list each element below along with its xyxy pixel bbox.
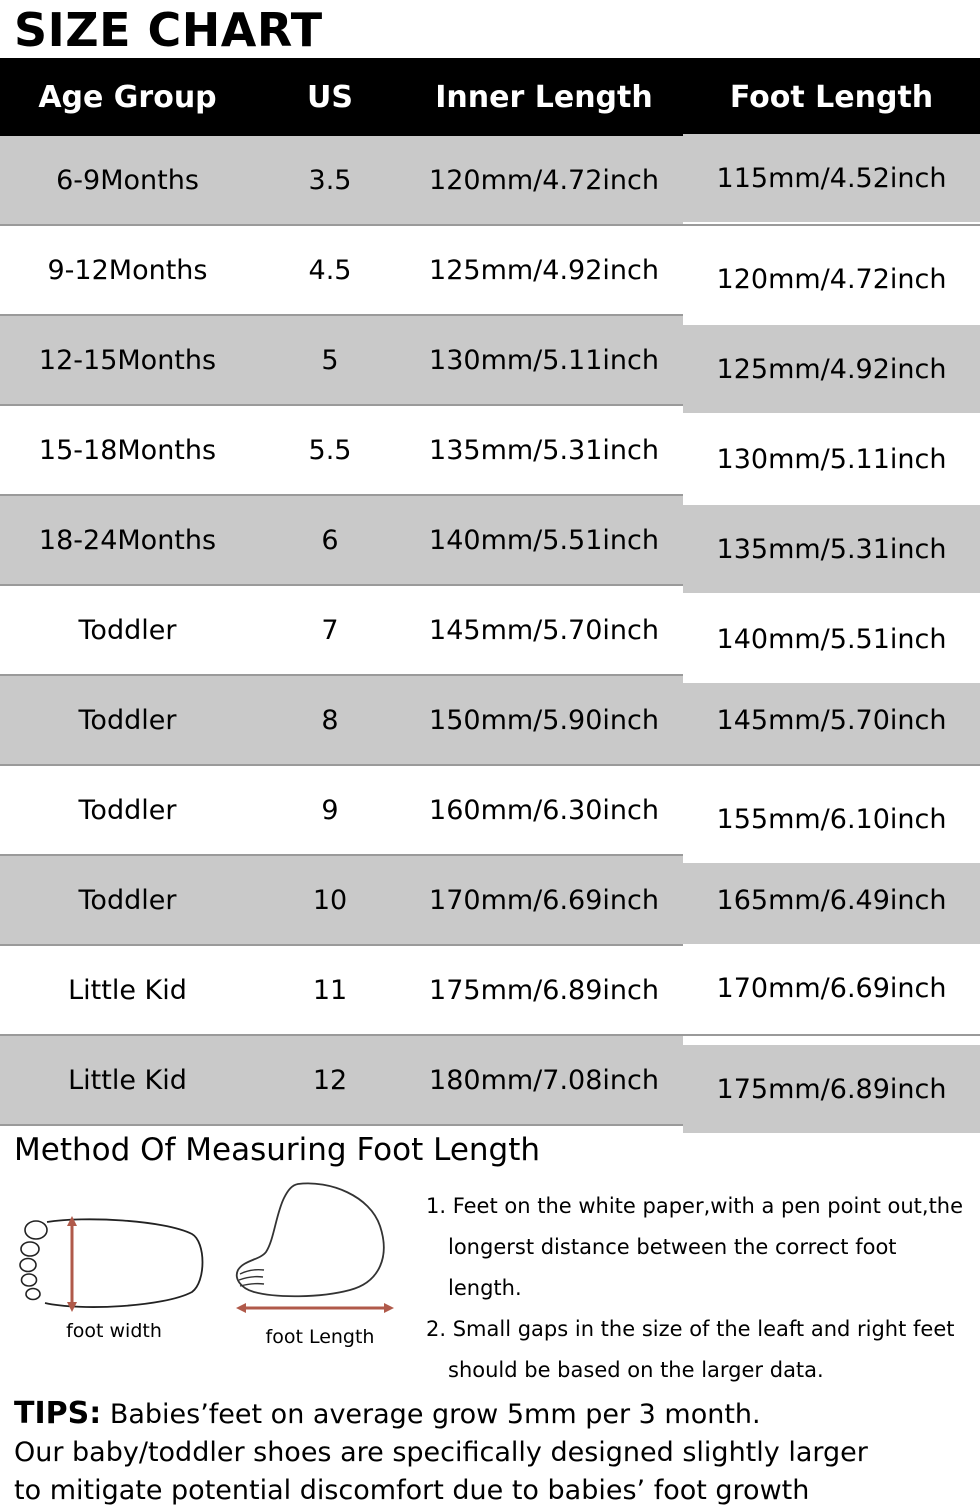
method-heading: Method Of Measuring Foot Length: [14, 1132, 541, 1169]
column-header-inner-length: Inner Length: [405, 58, 683, 136]
cell-age-group: 6-9Months: [0, 136, 255, 225]
cell-foot-length: 175mm/6.89inch: [683, 1044, 980, 1134]
cell-inner-length: 150mm/5.90inch: [405, 675, 683, 765]
table-row: [0, 1035, 980, 1125]
cell-foot-length: 145mm/5.70inch: [683, 675, 980, 765]
method-section: [0, 1170, 980, 1391]
table-row: [0, 855, 980, 945]
tips-line-3: to mitigate potential discomfort due to babies’ foot growth: [14, 1474, 810, 1506]
cell-inner-length: 130mm/5.11inch: [405, 315, 683, 405]
table-row: [0, 315, 980, 405]
foot-width-diagram-icon: [14, 1208, 214, 1318]
foot-side-diagram-icon: [220, 1174, 420, 1324]
table-row: [0, 945, 980, 1035]
step-1-line-1: 1. Feet on the white paper,with a pen point out,the: [426, 1194, 964, 1219]
cell-foot-length: 130mm/5.11inch: [683, 414, 980, 504]
cell-us: 4.5: [255, 225, 405, 315]
column-header-us: US: [255, 58, 405, 136]
tips-text-1: Babies’feet on average grow 5mm per 3 month.: [109, 1398, 761, 1430]
table-row: [0, 405, 980, 495]
cell-age-group: 18-24Months: [0, 495, 255, 585]
cell-inner-length: 125mm/4.92inch: [405, 225, 683, 315]
cell-us: 5.5: [255, 405, 405, 495]
table-header-row: [0, 58, 980, 136]
cell-inner-length: 140mm/5.51inch: [405, 495, 683, 585]
cell-us: 11: [255, 945, 405, 1035]
cell-inner-length: 175mm/6.89inch: [405, 945, 683, 1035]
cell-us: 7: [255, 585, 405, 675]
tips-line-2: Our baby/toddler shoes are specifically designed slightly larger: [14, 1437, 868, 1469]
table-body: [0, 136, 980, 1125]
foot-length-caption: foot Length: [265, 1326, 375, 1349]
step-2-line-2: should be based on the larger data.: [448, 1358, 824, 1383]
cell-foot-length: 155mm/6.10inch: [683, 774, 980, 864]
page-title: SIZE CHART: [14, 3, 323, 57]
cell-foot-length: 120mm/4.72inch: [683, 234, 980, 324]
tips-label: TIPS:: [14, 1395, 102, 1431]
column-header-age-group: Age Group: [0, 58, 255, 136]
cell-inner-length: 135mm/5.31inch: [405, 405, 683, 495]
table-row: [0, 765, 980, 855]
cell-us: 8: [255, 675, 405, 765]
cell-inner-length: 180mm/7.08inch: [405, 1035, 683, 1125]
cell-inner-length: 120mm/4.72inch: [405, 136, 683, 225]
table-row: [0, 136, 980, 225]
cell-age-group: Toddler: [0, 675, 255, 765]
cell-us: 3.5: [255, 136, 405, 225]
table-row: [0, 585, 980, 675]
cell-age-group: Little Kid: [0, 945, 255, 1035]
cell-us: 6: [255, 495, 405, 585]
column-header-foot-length: Foot Length: [683, 58, 980, 136]
cell-foot-length: 165mm/6.49inch: [683, 855, 980, 945]
foot-width-figure: [14, 1170, 214, 1342]
cell-age-group: Toddler: [0, 765, 255, 855]
foot-length-figure: [220, 1170, 420, 1348]
cell-inner-length: 170mm/6.69inch: [405, 855, 683, 945]
table-row: [0, 675, 980, 765]
step-2-line-1: 2. Small gaps in the size of the leaft and right feet: [426, 1317, 955, 1342]
cell-us: 10: [255, 855, 405, 945]
cell-age-group: Little Kid: [0, 1035, 255, 1125]
foot-width-caption: foot width: [66, 1320, 162, 1343]
table-row: [0, 495, 980, 585]
step-1-line-2: longerst distance between the correct foot length.: [448, 1235, 897, 1301]
cell-inner-length: 160mm/6.30inch: [405, 765, 683, 855]
size-chart-table: [0, 58, 980, 1126]
tips-section: [0, 1391, 980, 1509]
cell-foot-length: 170mm/6.69inch: [683, 943, 980, 1033]
cell-age-group: 9-12Months: [0, 225, 255, 315]
cell-age-group: 15-18Months: [0, 405, 255, 495]
cell-inner-length: 145mm/5.70inch: [405, 585, 683, 675]
table-header: [0, 58, 980, 136]
cell-age-group: 12-15Months: [0, 315, 255, 405]
cell-us: 9: [255, 765, 405, 855]
measuring-steps: [426, 1170, 970, 1391]
cell-age-group: Toddler: [0, 585, 255, 675]
cell-age-group: Toddler: [0, 855, 255, 945]
cell-us: 12: [255, 1035, 405, 1125]
cell-foot-length: 140mm/5.51inch: [683, 594, 980, 684]
cell-foot-length: 115mm/4.52inch: [683, 134, 980, 223]
cell-foot-length: 135mm/5.31inch: [683, 504, 980, 594]
table-row: [0, 225, 980, 315]
cell-foot-length: 125mm/4.92inch: [683, 324, 980, 414]
tips-line-1: [14, 1393, 970, 1434]
cell-us: 5: [255, 315, 405, 405]
